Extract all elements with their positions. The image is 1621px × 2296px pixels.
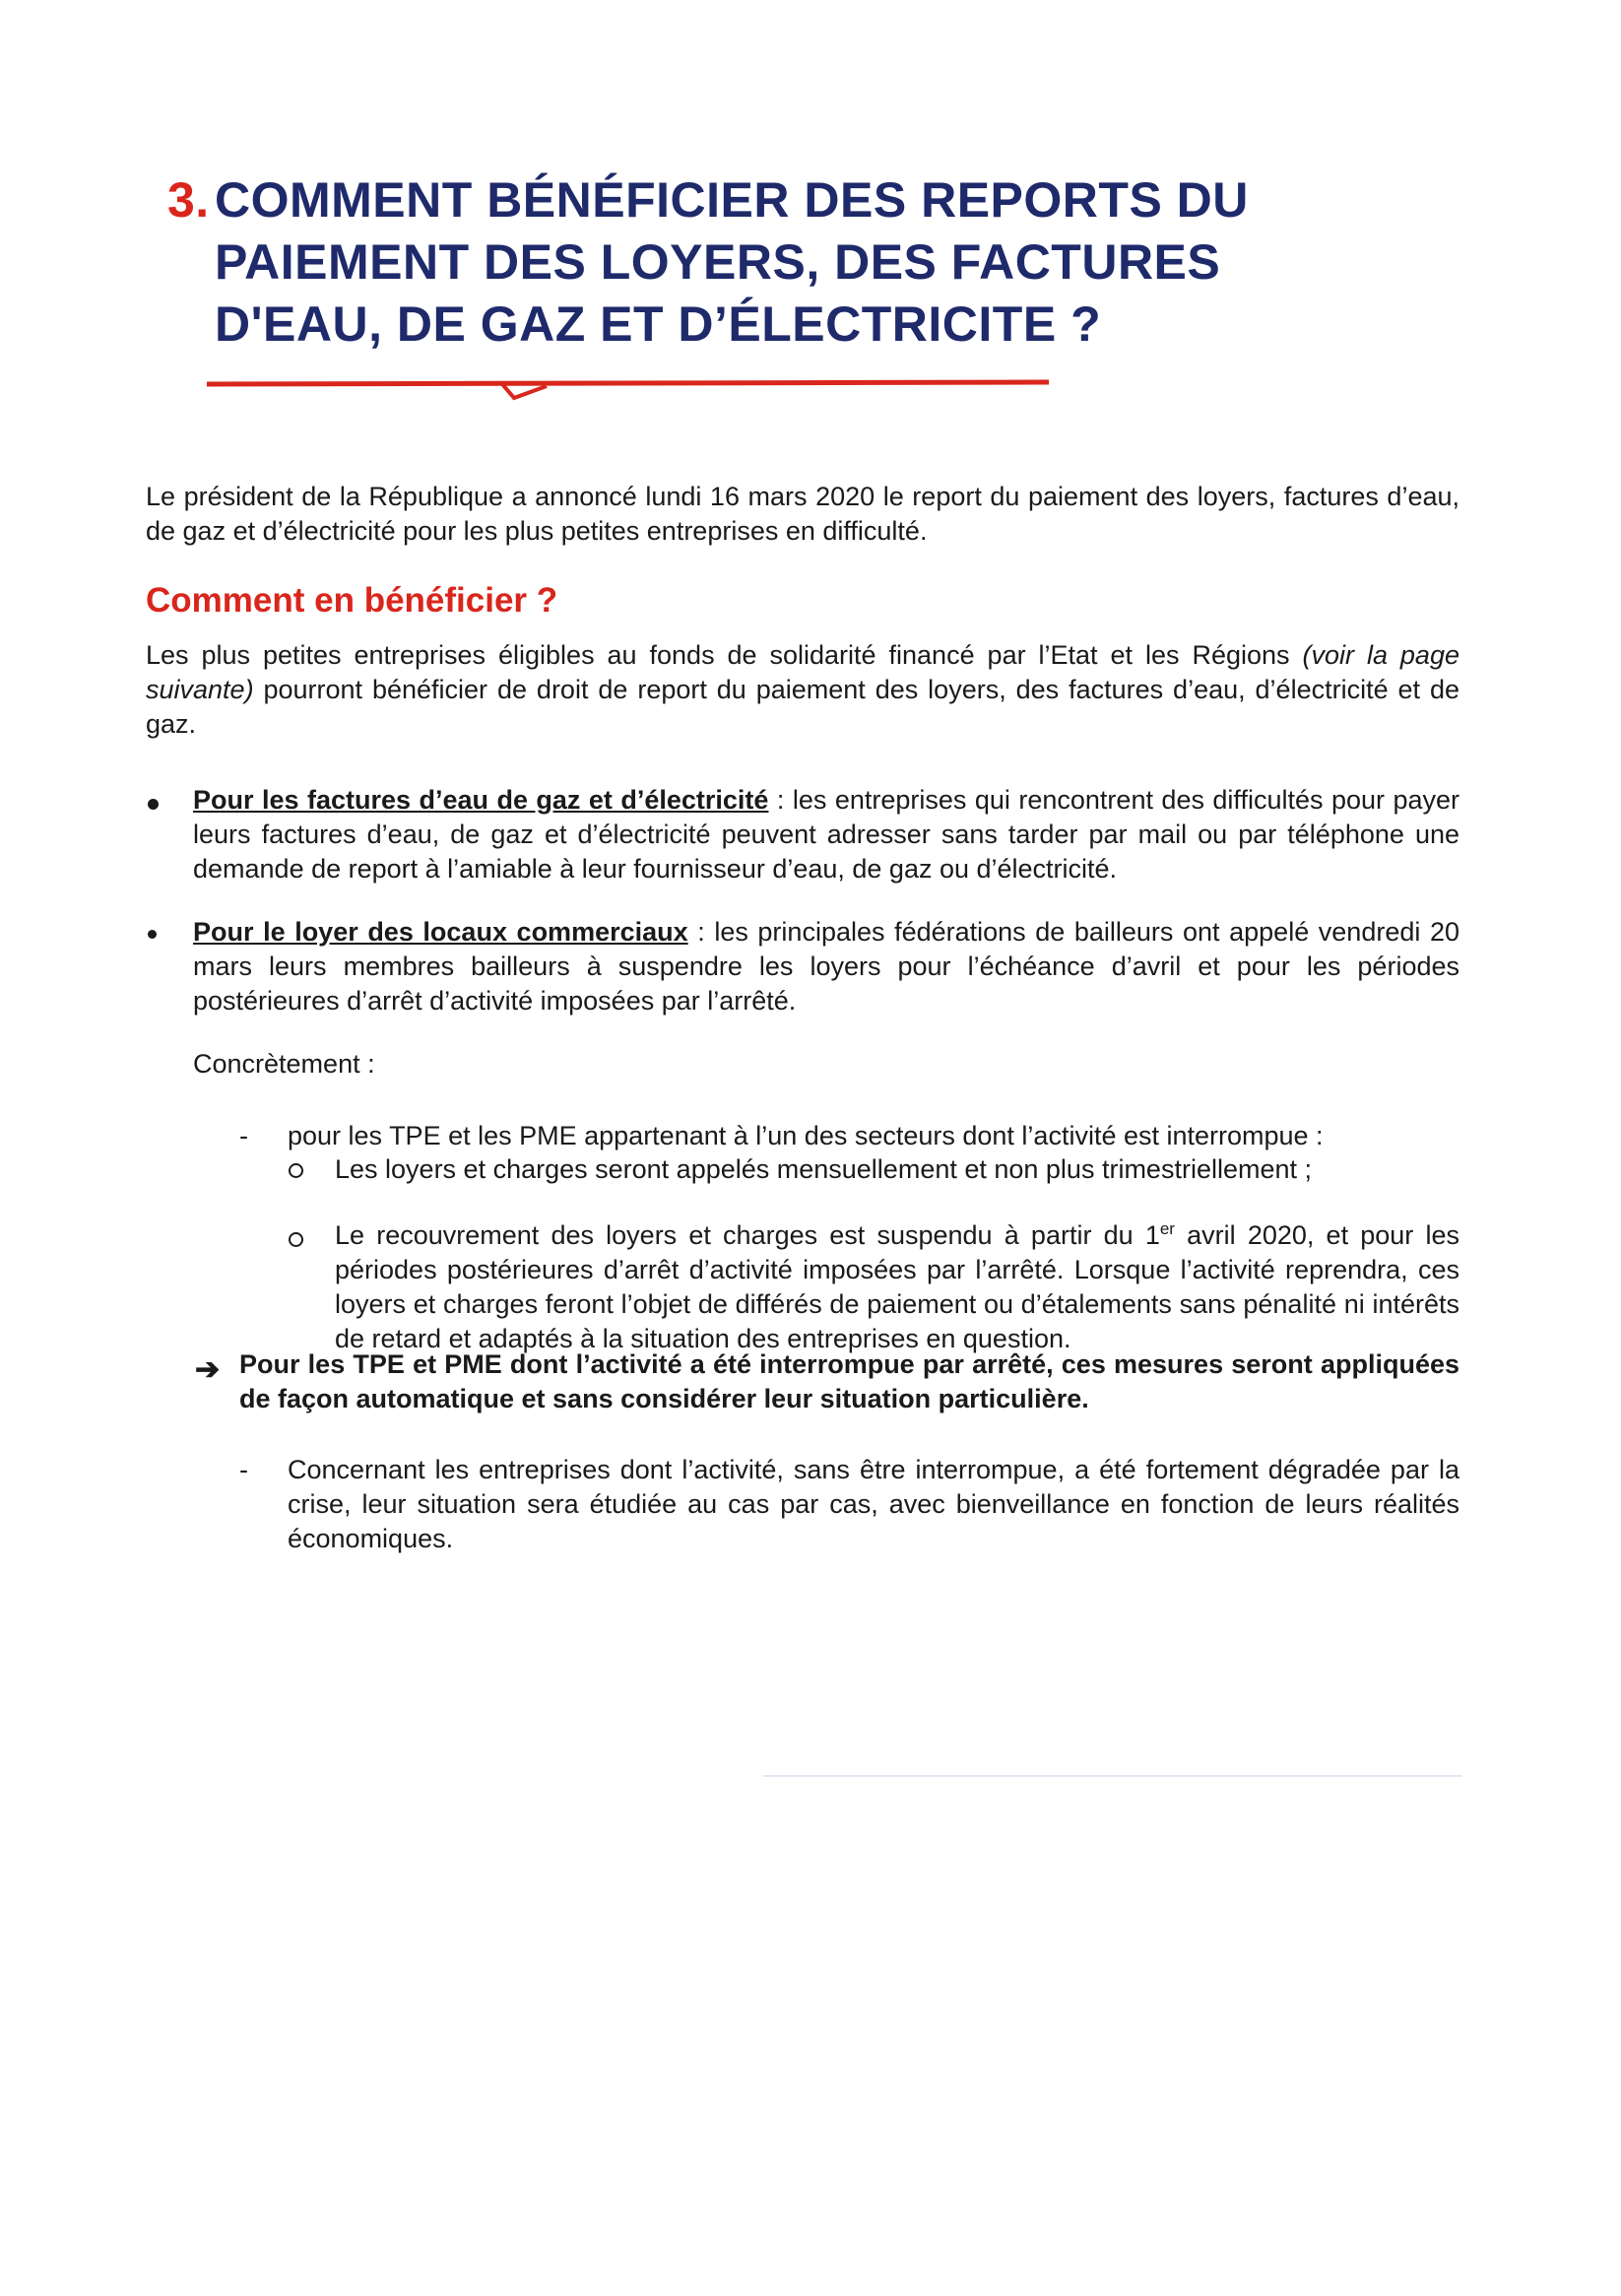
- bullet-text: : les principales fédérations de bailleurs ont appelé vendredi 20 mars leurs membres bailleurs à suspendre les loyers pour l’échéance d’avril et pour les périodes postérieures d’arrêt d’activité imposées par l’arrêté.: [193, 917, 1459, 1016]
- arrow-right-icon: ➔: [195, 1353, 221, 1386]
- dash-item-degraded-activity: Concernant les entreprises dont l’activité, sans être interrompue, a été fortement dégradée par la crise, leur situation sera étudiée au cas par cas, avec bienveillance en fonction de leurs réalités économiques.: [288, 1455, 1459, 1553]
- eligibility-text-start: Les plus petites entreprises éligibles au fonds de solidarité financé par l’Etat et les Régions: [146, 640, 1303, 670]
- sub-item-suspension: [335, 1218, 1459, 1356]
- suspension-text-end: avril 2020, et pour les périodes postérieures d’arrêt d’activité imposées par l’arrêté. Lorsque l’activité reprendra, ces loyers et charges feront l’objet de différés de paiement ou d’étalements sans pénalité ni intérêts de retard et adaptés à la situation des entreprises en question.: [335, 1220, 1459, 1353]
- dash-marker: -: [239, 1121, 248, 1150]
- eligibility-italic-note: (voir la page suivante): [146, 640, 1459, 704]
- circle-bullet-icon: [289, 1232, 303, 1247]
- section-number: 3.: [167, 172, 210, 228]
- bullet-dot: [148, 799, 159, 810]
- sub-item-monthly-rent: Les loyers et charges seront appelés mensuellement et non plus trimestriellement ;: [335, 1154, 1312, 1184]
- dash-item-sectors: pour les TPE et les PME appartenant à l’un des secteurs dont l’activité est interrompue :: [288, 1121, 1324, 1150]
- intro-paragraph: Le président de la République a annoncé lundi 16 mars 2020 le report du paiement des loyers, factures d’eau, de gaz et d’électricité pour les plus petites entreprises en difficulté.: [146, 482, 1459, 546]
- bullet-text: : les entreprises qui rencontrent des difficultés pour payer leurs factures d’eau, de gaz et d’électricité peuvent adresser sans tarder par mail ou par téléphone une demande de report à l’amiable à leur fournisseur d’eau, de gaz ou d’électricité.: [193, 785, 1459, 884]
- dash-marker: -: [239, 1455, 248, 1484]
- heading-underline-decoration: [207, 374, 1049, 414]
- eligibility-paragraph: [146, 638, 1459, 742]
- circle-bullet-icon: [289, 1163, 303, 1178]
- bullet-title: Pour le loyer des locaux commerciaux: [193, 917, 688, 947]
- divider: [763, 1775, 1462, 1777]
- ordinal-superscript: er: [1159, 1219, 1175, 1238]
- heading-line-1: COMMENT BÉNÉFICIER DES REPORTS DU: [215, 172, 1249, 228]
- bullet-item-utility-bills: [193, 783, 1459, 886]
- heading-line-3: D'EAU, DE GAZ ET D’ÉLECTRICITE ?: [215, 296, 1102, 352]
- bullet-dot: [148, 930, 157, 939]
- concretely-label: Concrètement :: [193, 1049, 375, 1079]
- bullet-item-commercial-rent: [193, 915, 1459, 1018]
- eligibility-text-end: pourront bénéficier de droit de report du paiement des loyers, des factures d’eau, d’électricité et de gaz.: [146, 675, 1459, 739]
- subheading: Comment en bénéficier ?: [146, 581, 558, 620]
- heading-line-2: PAIEMENT DES LOYERS, DES FACTURES: [215, 234, 1221, 290]
- automatic-measures-note: Pour les TPE et PME dont l’activité a été interrompue par arrêté, ces mesures seront appliquées de façon automatique et sans considérer leur situation particulière.: [239, 1349, 1459, 1413]
- bullet-title: Pour les factures d’eau de gaz et d’électricité: [193, 785, 769, 815]
- suspension-text-start: Le recouvrement des loyers et charges est suspendu à partir du 1: [335, 1220, 1160, 1250]
